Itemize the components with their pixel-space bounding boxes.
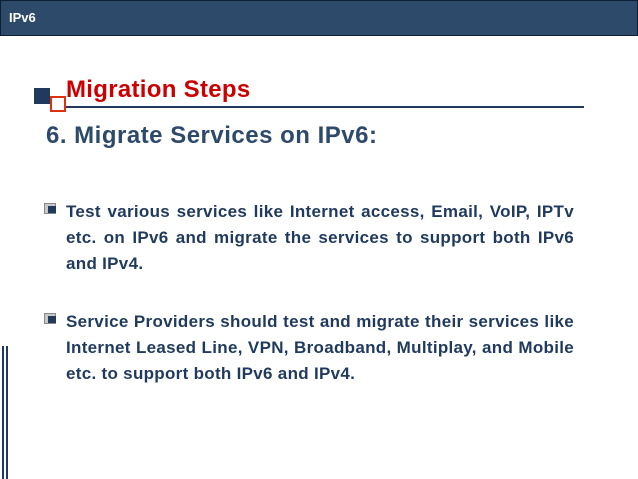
side-decoration — [2, 346, 8, 479]
red-square-icon — [50, 96, 66, 112]
slide-title: Migration Steps — [66, 76, 251, 103]
bullet-square-icon — [44, 313, 58, 325]
bullet-text: Service Providers should test and migrate their services like Internet Leased Line, VPN, Broadband, Multiplay, and Mobile etc. to support both IPv6 and IPv4. — [66, 312, 574, 383]
navy-square-icon — [34, 88, 50, 104]
bullet-text: Test various services like Internet access, Email, VoIP, IPTv etc. on IPv6 and migrate the services to support both IPv6 and IPv4. — [66, 202, 574, 273]
header-bar — [0, 0, 638, 36]
header-label: IPv6 — [9, 10, 36, 25]
bullet-square-icon — [44, 203, 58, 215]
title-underline — [66, 106, 584, 108]
slide-subtitle: 6. Migrate Services on IPv6: — [46, 122, 378, 149]
